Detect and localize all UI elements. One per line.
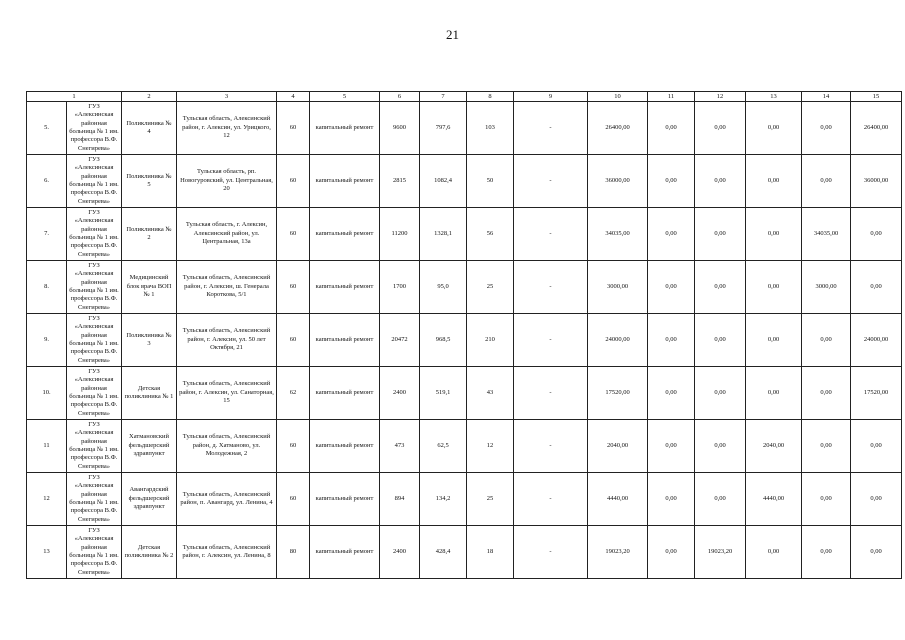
work-type-cell: капитальный ремонт xyxy=(310,367,380,420)
col11-cell: 0,00 xyxy=(648,155,695,208)
col10-cell: 24000,00 xyxy=(588,314,648,367)
row-number-cell: 10. xyxy=(27,367,67,420)
col10-cell: 4440,00 xyxy=(588,473,648,526)
col14-cell: 0,00 xyxy=(802,367,851,420)
col9-cell: - xyxy=(514,526,588,579)
col14-cell: 34035,00 xyxy=(802,208,851,261)
col10-cell: 17520,00 xyxy=(588,367,648,420)
object-cell: Хатмановский фельдшерский здравпункт xyxy=(122,420,177,473)
col12-cell: 0,00 xyxy=(695,367,746,420)
work-type-cell: капитальный ремонт xyxy=(310,526,380,579)
col8-cell: 50 xyxy=(467,155,514,208)
col13-cell: 0,00 xyxy=(746,367,802,420)
col7-cell: 1328,1 xyxy=(420,208,467,261)
col14-cell: 0,00 xyxy=(802,102,851,155)
col14-cell: 0,00 xyxy=(802,155,851,208)
column-header-9: 9 xyxy=(514,92,588,102)
col13-cell: 2040,00 xyxy=(746,420,802,473)
row-number-cell: 5. xyxy=(27,102,67,155)
col12-cell: 0,00 xyxy=(695,261,746,314)
address-cell: Тульская область, рп. Новогуровский, ул. Центральная, 20 xyxy=(177,155,277,208)
col13-cell: 0,00 xyxy=(746,526,802,579)
column-header-3: 3 xyxy=(177,92,277,102)
col8-cell: 18 xyxy=(467,526,514,579)
row-number-cell: 9. xyxy=(27,314,67,367)
work-type-cell: капитальный ремонт xyxy=(310,314,380,367)
col14-cell: 0,00 xyxy=(802,420,851,473)
col4-cell: 60 xyxy=(277,102,310,155)
col7-cell: 134,2 xyxy=(420,473,467,526)
col4-cell: 60 xyxy=(277,314,310,367)
col4-cell: 60 xyxy=(277,473,310,526)
col7-cell: 968,5 xyxy=(420,314,467,367)
col12-cell: 0,00 xyxy=(695,420,746,473)
row-number-cell: 13 xyxy=(27,526,67,579)
address-cell: Тульская область, Алексинский район, д. Хатманово, ул. Молодежная, 2 xyxy=(177,420,277,473)
column-header-8: 8 xyxy=(467,92,514,102)
row-number-cell: 7. xyxy=(27,208,67,261)
table-row xyxy=(27,367,902,420)
table-row xyxy=(27,420,902,473)
col13-cell: 4440,00 xyxy=(746,473,802,526)
col9-cell: - xyxy=(514,261,588,314)
object-cell: Детская поликлиника № 1 xyxy=(122,367,177,420)
col11-cell: 0,00 xyxy=(648,314,695,367)
col12-cell: 19023,20 xyxy=(695,526,746,579)
col14-cell: 0,00 xyxy=(802,526,851,579)
col8-cell: 43 xyxy=(467,367,514,420)
object-cell: Авангардский фельдшерский здравпункт xyxy=(122,473,177,526)
table-row xyxy=(27,473,902,526)
col6-cell: 11200 xyxy=(380,208,420,261)
col6-cell: 2815 xyxy=(380,155,420,208)
col11-cell: 0,00 xyxy=(648,261,695,314)
object-cell: Детская поликлиника № 2 xyxy=(122,526,177,579)
row-number-cell: 11 xyxy=(27,420,67,473)
col15-cell: 36000,00 xyxy=(851,155,902,208)
col8-cell: 103 xyxy=(467,102,514,155)
col6-cell: 473 xyxy=(380,420,420,473)
col6-cell: 2400 xyxy=(380,367,420,420)
col7-cell: 1082,4 xyxy=(420,155,467,208)
col10-cell: 36000,00 xyxy=(588,155,648,208)
col15-cell: 17520,00 xyxy=(851,367,902,420)
column-header-2: 2 xyxy=(122,92,177,102)
col9-cell: - xyxy=(514,367,588,420)
column-header-4: 4 xyxy=(277,92,310,102)
address-cell: Тульская область, Алексинский район, г. Алексин, ул. 50 лет Октября, 21 xyxy=(177,314,277,367)
work-type-cell: капитальный ремонт xyxy=(310,102,380,155)
organization-cell: ГУЗ «Алексинская районная больница № 1 им. профессора В.Ф. Снегирева» xyxy=(67,473,122,526)
col13-cell: 0,00 xyxy=(746,208,802,261)
col15-cell: 0,00 xyxy=(851,473,902,526)
col9-cell: - xyxy=(514,314,588,367)
col6-cell: 2400 xyxy=(380,526,420,579)
col15-cell: 26400,00 xyxy=(851,102,902,155)
work-type-cell: капитальный ремонт xyxy=(310,420,380,473)
object-cell: Медицинский блок врача ВОП № 1 xyxy=(122,261,177,314)
table-row xyxy=(27,102,902,155)
header-row xyxy=(27,92,902,102)
address-cell: Тульская область, Алексинский район, г. Алексин, ш. Генерала Короткова, 5/1 xyxy=(177,261,277,314)
column-header-15: 15 xyxy=(851,92,902,102)
col10-cell: 19023,20 xyxy=(588,526,648,579)
col15-cell: 24000,00 xyxy=(851,314,902,367)
col12-cell: 0,00 xyxy=(695,473,746,526)
address-cell: Тульская область, г. Алексин, Алексинский район, ул. Центральная, 13а xyxy=(177,208,277,261)
object-cell: Поликлиника № 3 xyxy=(122,314,177,367)
col4-cell: 60 xyxy=(277,420,310,473)
col13-cell: 0,00 xyxy=(746,261,802,314)
col6-cell: 894 xyxy=(380,473,420,526)
table-row xyxy=(27,526,902,579)
row-number-cell: 6. xyxy=(27,155,67,208)
work-type-cell: капитальный ремонт xyxy=(310,208,380,261)
col13-cell: 0,00 xyxy=(746,102,802,155)
col9-cell: - xyxy=(514,102,588,155)
object-cell: Поликлиника № 2 xyxy=(122,208,177,261)
col10-cell: 26400,00 xyxy=(588,102,648,155)
col6-cell: 20472 xyxy=(380,314,420,367)
col4-cell: 60 xyxy=(277,261,310,314)
col12-cell: 0,00 xyxy=(695,208,746,261)
address-cell: Тульская область, Алексинский район, г. Алексин, ул. Санаторная, 15 xyxy=(177,367,277,420)
column-header-7: 7 xyxy=(420,92,467,102)
address-cell: Тульская область, Алексинский район, г. Алексин, ул. Урицкого, 12 xyxy=(177,102,277,155)
col11-cell: 0,00 xyxy=(648,102,695,155)
column-header-13: 13 xyxy=(746,92,802,102)
work-type-cell: капитальный ремонт xyxy=(310,155,380,208)
organization-cell: ГУЗ «Алексинская районная больница № 1 им. профессора В.Ф. Снегирева» xyxy=(67,102,122,155)
table-row xyxy=(27,314,902,367)
col8-cell: 12 xyxy=(467,420,514,473)
col11-cell: 0,00 xyxy=(648,420,695,473)
column-header-10: 10 xyxy=(588,92,648,102)
organization-cell: ГУЗ «Алексинская районная больница № 1 им. профессора В.Ф. Снегирева» xyxy=(67,367,122,420)
col9-cell: - xyxy=(514,473,588,526)
col6-cell: 1700 xyxy=(380,261,420,314)
organization-cell: ГУЗ «Алексинская районная больница № 1 им. профессора В.Ф. Снегирева» xyxy=(67,420,122,473)
table-body xyxy=(27,102,902,579)
table-row xyxy=(27,261,902,314)
col15-cell: 0,00 xyxy=(851,261,902,314)
col8-cell: 25 xyxy=(467,473,514,526)
col7-cell: 519,1 xyxy=(420,367,467,420)
work-type-cell: капитальный ремонт xyxy=(310,261,380,314)
col15-cell: 0,00 xyxy=(851,420,902,473)
col7-cell: 428,4 xyxy=(420,526,467,579)
col11-cell: 0,00 xyxy=(648,526,695,579)
row-number-cell: 8. xyxy=(27,261,67,314)
col14-cell: 0,00 xyxy=(802,473,851,526)
organization-cell: ГУЗ «Алексинская районная больница № 1 им. профессора В.Ф. Снегирева» xyxy=(67,526,122,579)
col7-cell: 797,6 xyxy=(420,102,467,155)
col13-cell: 0,00 xyxy=(746,314,802,367)
col9-cell: - xyxy=(514,420,588,473)
col11-cell: 0,00 xyxy=(648,473,695,526)
col10-cell: 34035,00 xyxy=(588,208,648,261)
col13-cell: 0,00 xyxy=(746,155,802,208)
table-row xyxy=(27,155,902,208)
col10-cell: 2040,00 xyxy=(588,420,648,473)
column-header-6: 6 xyxy=(380,92,420,102)
col7-cell: 95,0 xyxy=(420,261,467,314)
column-header-11: 11 xyxy=(648,92,695,102)
col11-cell: 0,00 xyxy=(648,367,695,420)
col15-cell: 0,00 xyxy=(851,526,902,579)
col14-cell: 3000,00 xyxy=(802,261,851,314)
col4-cell: 62 xyxy=(277,367,310,420)
page-number: 21 xyxy=(446,27,459,42)
col7-cell: 62,5 xyxy=(420,420,467,473)
col12-cell: 0,00 xyxy=(695,314,746,367)
row-number-cell: 12 xyxy=(27,473,67,526)
col4-cell: 80 xyxy=(277,526,310,579)
col8-cell: 25 xyxy=(467,261,514,314)
table-row xyxy=(27,208,902,261)
col14-cell: 0,00 xyxy=(802,314,851,367)
col4-cell: 60 xyxy=(277,155,310,208)
work-type-cell: капитальный ремонт xyxy=(310,473,380,526)
col8-cell: 56 xyxy=(467,208,514,261)
organization-cell: ГУЗ «Алексинская районная больница № 1 им. профессора В.Ф. Снегирева» xyxy=(67,155,122,208)
object-cell: Поликлиника № 5 xyxy=(122,155,177,208)
organization-cell: ГУЗ «Алексинская районная больница № 1 им. профессора В.Ф. Снегирева» xyxy=(67,314,122,367)
address-cell: Тульская область, Алексинский район, п. Авангард, ул. Ленина, 4 xyxy=(177,473,277,526)
col8-cell: 210 xyxy=(467,314,514,367)
col4-cell: 60 xyxy=(277,208,310,261)
column-header-14: 14 xyxy=(802,92,851,102)
column-header-12: 12 xyxy=(695,92,746,102)
organization-cell: ГУЗ «Алексинская районная больница № 1 им. профессора В.Ф. Снегирева» xyxy=(67,261,122,314)
col15-cell: 0,00 xyxy=(851,208,902,261)
col9-cell: - xyxy=(514,208,588,261)
register-table xyxy=(26,91,902,579)
col11-cell: 0,00 xyxy=(648,208,695,261)
col12-cell: 0,00 xyxy=(695,102,746,155)
address-cell: Тульская область, Алексинский район, г. Алексин, ул. Ленина, 8 xyxy=(177,526,277,579)
object-cell: Поликлиника № 4 xyxy=(122,102,177,155)
column-header-5: 5 xyxy=(310,92,380,102)
column-header-1: 1 xyxy=(27,92,122,102)
col9-cell: - xyxy=(514,155,588,208)
organization-cell: ГУЗ «Алексинская районная больница № 1 им. профессора В.Ф. Снегирева» xyxy=(67,208,122,261)
col6-cell: 9600 xyxy=(380,102,420,155)
col10-cell: 3000,00 xyxy=(588,261,648,314)
col12-cell: 0,00 xyxy=(695,155,746,208)
